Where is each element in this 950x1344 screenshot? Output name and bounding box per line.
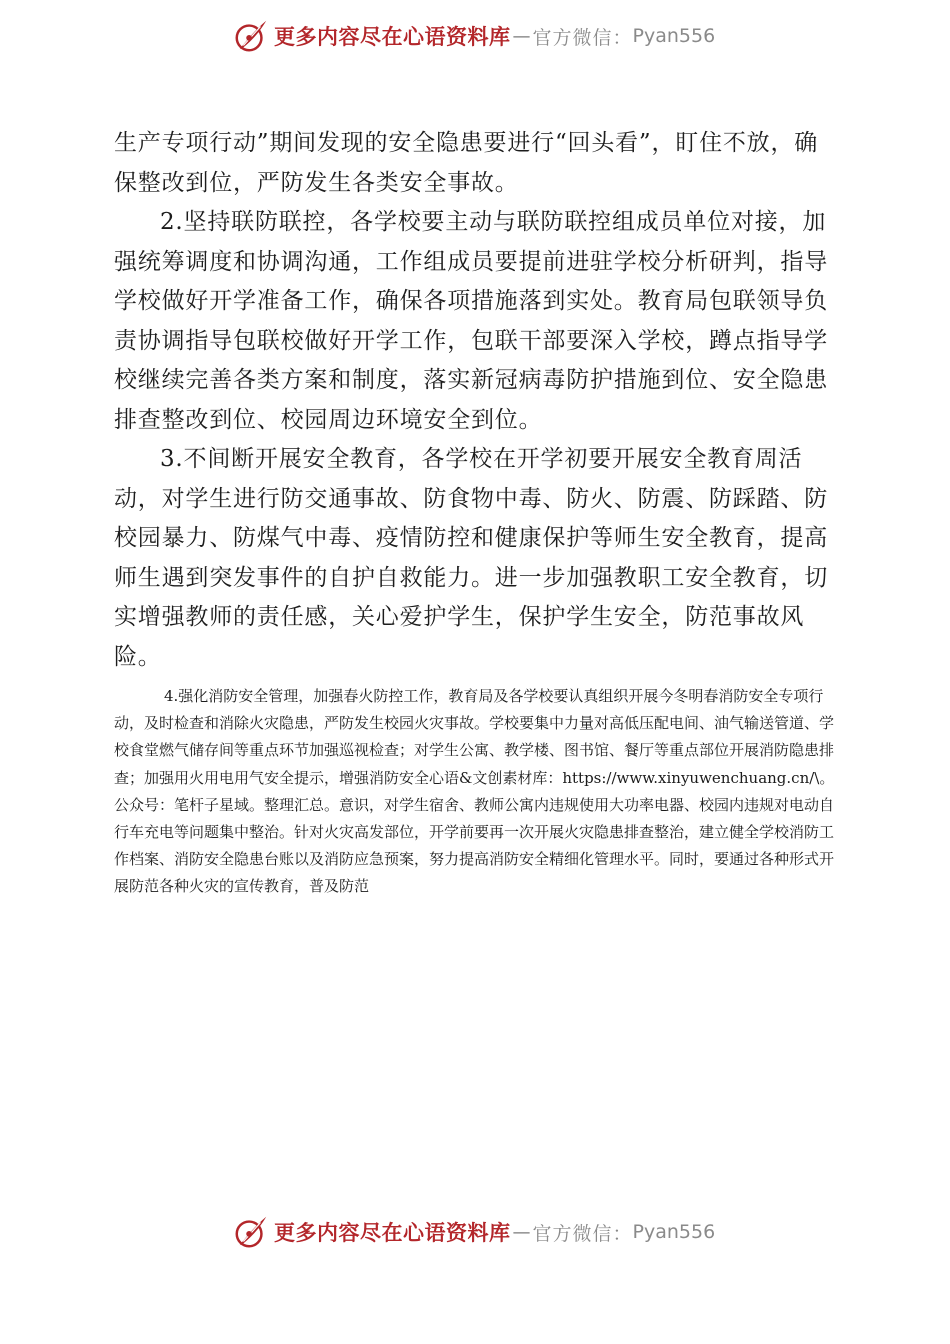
header-banner [232,16,715,56]
banner-brand-text: 更多内容尽在心语资料库 [274,24,511,49]
quill-logo-icon [232,1213,270,1251]
banner-separator: — [512,25,531,47]
banner-brand-text: 更多内容尽在心语资料库 [274,1220,511,1245]
banner-wechat-id: Pyan556 [632,1221,716,1243]
banner-wechat-label: 官方微信： [532,26,633,49]
paragraph-item-2: 2.坚持联防联控，各学校要主动与联防联控组成员单位对接，加强统筹调度和协调沟通，工作组成员要提前进驻学校分析研判，指导学校做好开学准备工作，确保各项措施落到实处。教育局包联领导负责协调指导包联校做好开学工作，包联干部要深入学校，蹲点指导学校继续完善各类方案和制度，落实新冠病毒防护措施到位、安全隐患排查整改到位、校园周边环境安全到位。 [114,209,828,433]
document-body [114,124,839,677]
footer-banner [232,1212,715,1252]
document-body-small [114,683,841,901]
banner-wechat-id: Pyan556 [632,25,716,47]
banner-separator: — [512,1221,531,1243]
quill-logo-icon [232,17,270,55]
banner-wechat-label: 官方微信： [532,1222,633,1245]
paragraph-continuation: 生产专项行动”期间发现的安全隐患要进行“回头看”，盯住不放，确保整改到位，严防发生各类安全事故。 [114,130,819,196]
paragraph-item-4: 4.强化消防安全管理，加强春火防控工作，教育局及各学校要认真组织开展今冬明春消防安全专项行动，及时检查和消除火灾隐患，严防发生校园火灾事故。学校要集中力量对高低压配电间、油气输送管道、学校食堂燃气储存间等重点环节加强巡视检查；对学生公寓、教学楼、图书馆、餐厅等重点部位开展消防隐患排查；加强用火用电用气安全提示，增强消防安全心语&文创素材库：https://www.xinyuwenchuang.cn/\。公众号：笔杆子星域。整理汇总。意识，对学生宿舍、教师公寓内违规使用大功率电器、校园内违规对电动自行车充电等问题集中整治。针对火灾高发部位，开学前要再一次开展火灾隐患排查整治，建立健全学校消防工作档案、消防安全隐患台账以及消防应急预案，努力提高消防安全精细化管理水平。同时，要通过各种形式开展防范各种火灾的宣传教育，普及防范 [114,687,835,896]
paragraph-item-3: 3.不间断开展安全教育，各学校在开学初要开展安全教育周活动，对学生进行防交通事故、防食物中毒、防火、防震、防踩踏、防校园暴力、防煤气中毒、疫情防控和健康保护等师生安全教育，提高师生遇到突发事件的自护自救能力。进一步加强教职工安全教育，切实增强教师的责任感，关心爱护学生，保护学生安全，防范事故风险。 [114,446,828,670]
